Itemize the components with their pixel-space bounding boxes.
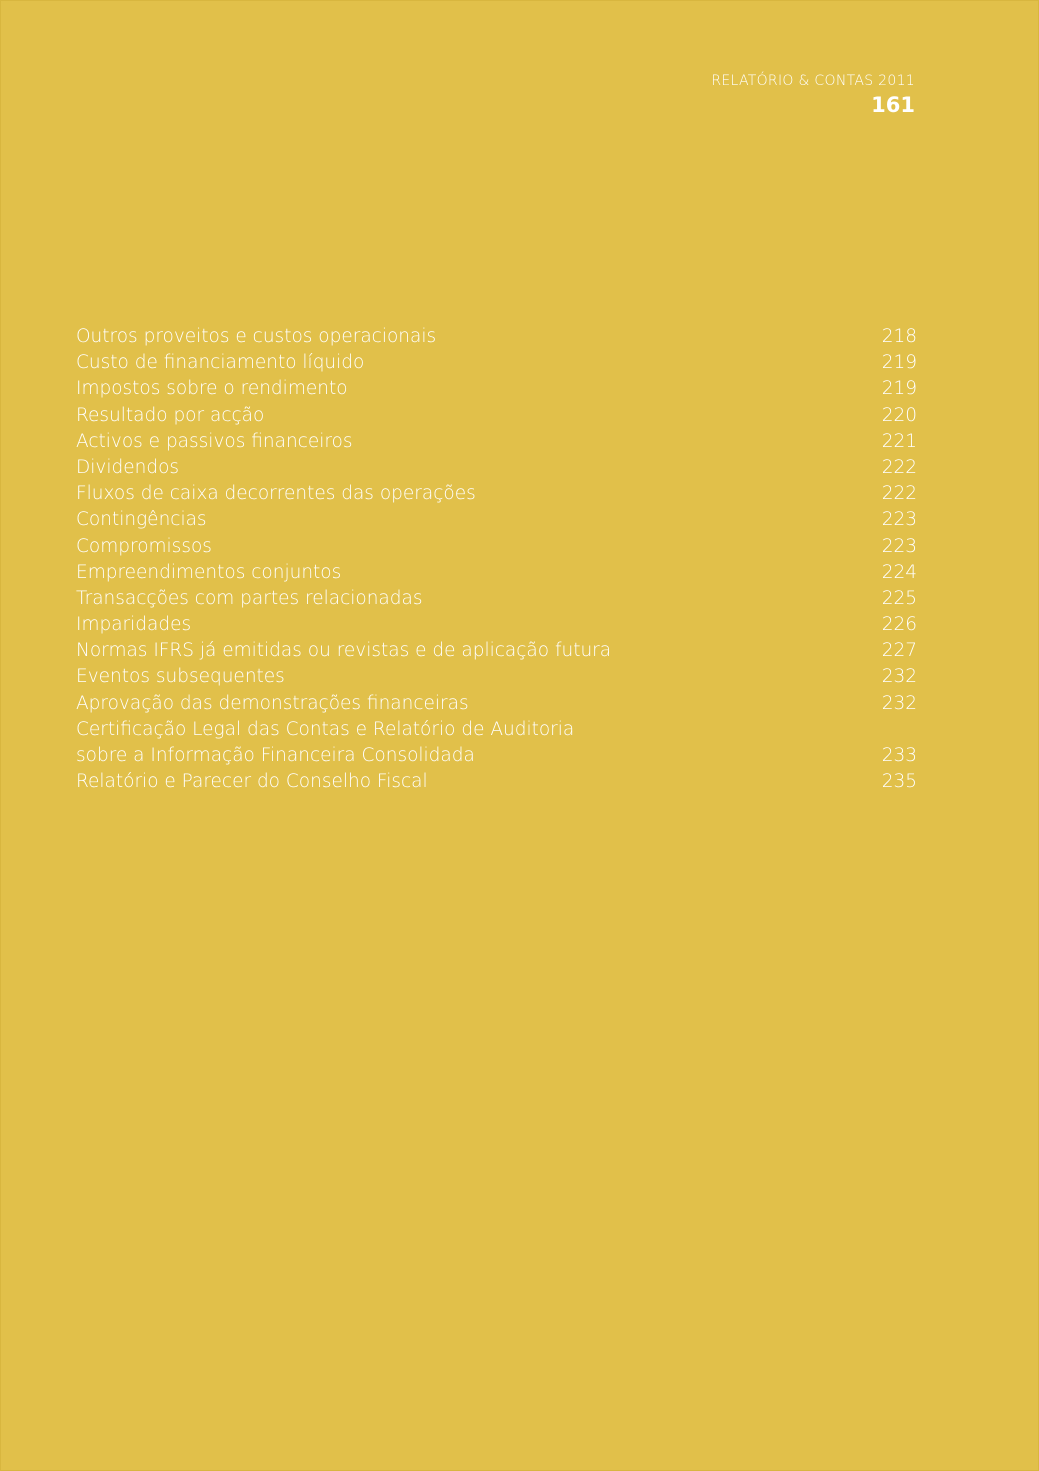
toc-entry-title: Dividendos — [76, 456, 180, 478]
toc-entry-page: 222 — [881, 456, 917, 478]
toc-entry-title: Empreendimentos conjuntos — [76, 561, 342, 583]
running-header — [711, 71, 915, 118]
toc-entry-title: Normas IFRS já emitidas ou revistas e de aplicação futura — [76, 640, 612, 662]
toc-entry — [76, 638, 917, 664]
toc-entry-page: 223 — [881, 535, 917, 557]
toc-entry — [76, 376, 917, 402]
toc-entry — [76, 350, 917, 376]
toc-entry-page: 223 — [881, 509, 917, 531]
toc-entry — [76, 324, 917, 350]
toc-entry — [76, 612, 917, 638]
toc-entry-title: Relatório e Parecer do Conselho Fiscal — [76, 771, 428, 793]
toc-entry — [76, 507, 917, 533]
toc-entry-page: 222 — [881, 483, 917, 505]
toc-entry — [76, 717, 917, 743]
toc-entry — [76, 664, 917, 690]
toc-entry-page: 219 — [881, 378, 917, 400]
toc-entry-title: Contingências — [76, 509, 207, 531]
toc-entry-page: 224 — [881, 561, 917, 583]
toc-entry-page: 220 — [881, 404, 917, 426]
toc-entry — [76, 586, 917, 612]
toc-entry — [76, 769, 917, 795]
page-number: 161 — [871, 93, 915, 117]
toc-entry-page: 235 — [881, 771, 917, 793]
toc-entry-title: Resultado por acção — [76, 404, 265, 426]
toc-entry — [76, 691, 917, 717]
toc-entry — [76, 429, 917, 455]
toc-entry-title: Impostos sobre o rendimento — [76, 378, 348, 400]
toc-entry-title: Outros proveitos e custos operacionais — [76, 326, 437, 347]
toc-entry — [76, 481, 917, 507]
toc-entry-title: Fluxos de caixa decorrentes das operações — [76, 483, 476, 505]
toc-entry-page: 232 — [881, 692, 917, 714]
toc-entry-page: 218 — [881, 326, 917, 347]
toc-entry-page: 226 — [881, 614, 917, 636]
toc-entry-title: Compromissos — [76, 535, 212, 557]
toc-entry — [76, 560, 917, 586]
toc-entry — [76, 403, 917, 429]
running-title: RELATÓRIO & CONTAS 2011 — [711, 73, 915, 89]
toc-entry-page: 227 — [881, 640, 917, 662]
toc-entry-page: 221 — [881, 430, 917, 452]
toc-entry-title: Imparidades — [76, 614, 192, 636]
toc-entry — [76, 534, 917, 560]
toc-entry-title: Transacções com partes relacionadas — [76, 587, 423, 609]
toc-entry-page: 225 — [881, 587, 917, 609]
toc-entry-page: 219 — [881, 352, 917, 374]
toc-entry — [76, 455, 917, 481]
toc-entry-title: Custo de financiamento líquido — [76, 352, 365, 374]
toc-entry-title: Certificação Legal das Contas e Relatório de Auditoria — [76, 718, 575, 740]
toc-entry-page: 233 — [881, 745, 917, 766]
toc-entry-title: Activos e passivos financeiros — [76, 430, 353, 452]
toc-entry — [76, 743, 917, 769]
toc-entry-page: 232 — [881, 666, 917, 688]
table-of-contents — [76, 324, 917, 795]
toc-entry-title: Eventos subsequentes — [76, 666, 285, 688]
toc-entry-title: sobre a Informação Financeira Consolidada — [76, 745, 475, 766]
toc-entry-title: Aprovação das demonstrações financeiras — [76, 692, 469, 714]
